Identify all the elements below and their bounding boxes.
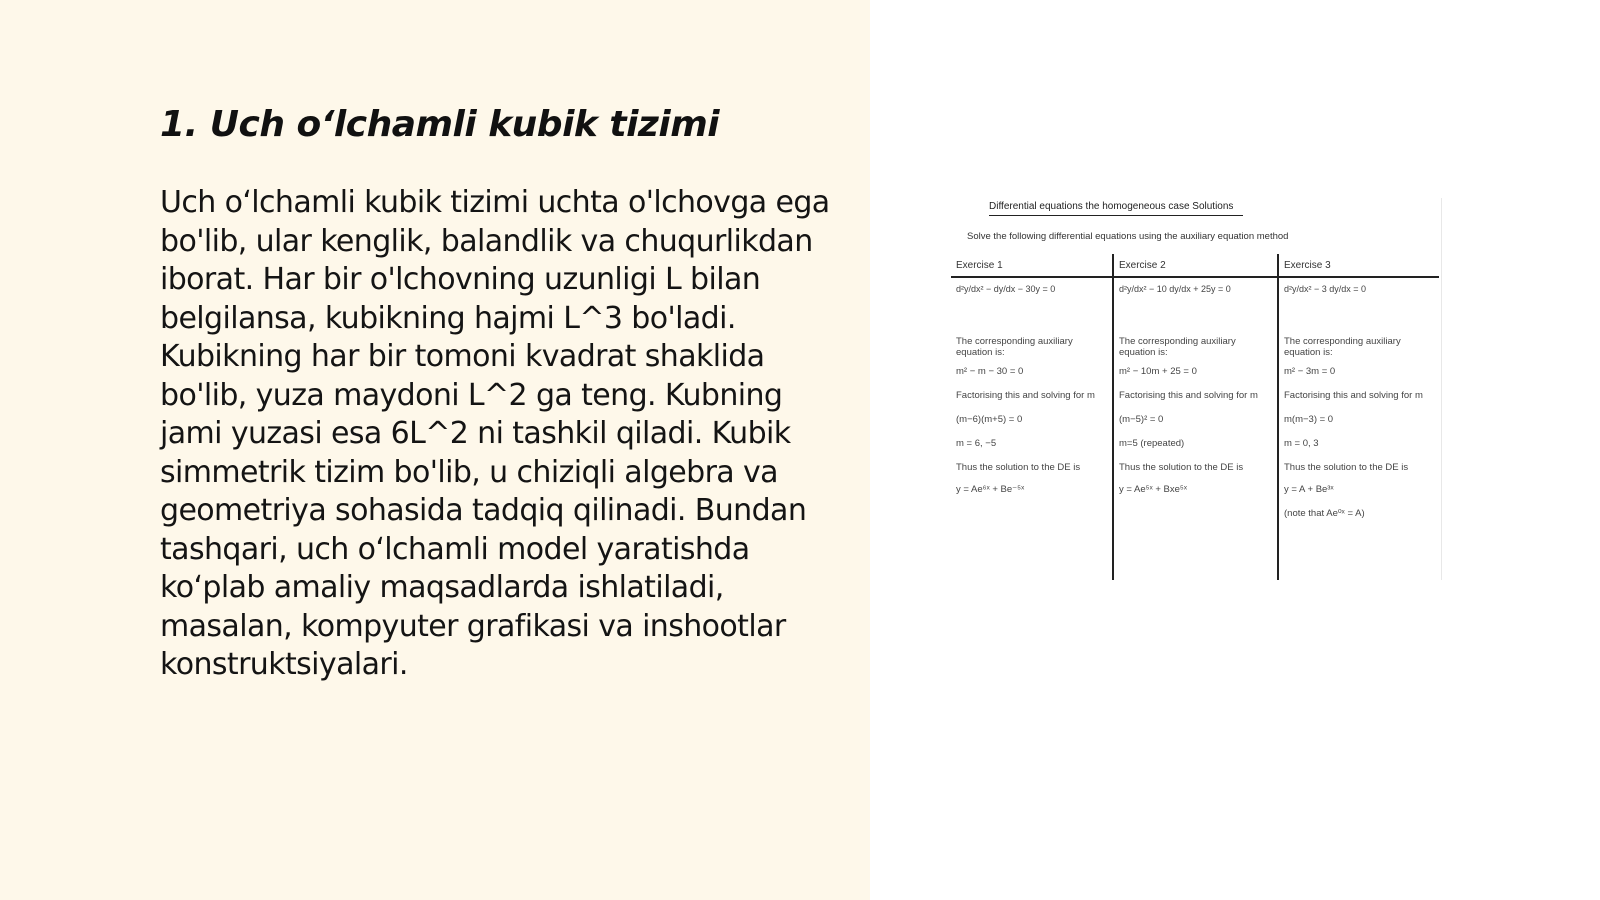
slide-title: 1. Uch o‘lchamli kubik tizimi bbox=[160, 104, 720, 145]
characteristic-equation: m² − m − 30 = 0 bbox=[956, 366, 1024, 377]
slide-body-text: Uch o‘lchamli kubik tizimi uchta o'lchovga ega bo'lib, ular kenglik, balandlik va chuqurlikdan iborat. Har bir o'lchovning uzunligi L bilan belgilansa, kubikning hajmi L^3 bo'ladi. Kubikning har bir tomoni kvadrat shaklida bo'lib, yuza maydoni L^2 ga teng. Kubning jami yuzasi esa 6L^2 ni tashkil qiladi. Kubik simmetrik tizim bo'lib, u chiziqli algebra va geometriya sohasida tadqiq qilinadi. Bundan tashqari, uch o‘lchamli model yaratishda ko‘plab amaliy maqsadlarda ishlatiladi, masalan, kompyuter grafikasi va inshootlar konstruktsiyalari. bbox=[160, 185, 830, 682]
exercise-header: Exercise 2 bbox=[1119, 260, 1166, 271]
aux-label: The corresponding auxiliary equation is: bbox=[1119, 336, 1236, 358]
column-divider bbox=[1277, 254, 1279, 580]
solution: y = A + Be³ˣ bbox=[1284, 484, 1334, 495]
roots: m = 6, −5 bbox=[956, 438, 997, 449]
exercise-equation: d²y/dx² − 10 dy/dx + 25y = 0 bbox=[1119, 284, 1231, 294]
exercise-1-column bbox=[953, 256, 1111, 580]
solution: y = Ae⁵ˣ + Bxe⁵ˣ bbox=[1119, 484, 1187, 495]
factored-form: (m−5)² = 0 bbox=[1119, 414, 1164, 425]
exercise-header: Exercise 1 bbox=[956, 260, 1003, 271]
characteristic-equation: m² − 10m + 25 = 0 bbox=[1119, 366, 1197, 377]
aux-label: The corresponding auxiliary equation is: bbox=[956, 336, 1073, 358]
exercise-equation: d²y/dx² − 3 dy/dx = 0 bbox=[1284, 284, 1367, 294]
roots: m = 0, 3 bbox=[1284, 438, 1319, 449]
solution-note: (note that Ae⁰ˣ = A) bbox=[1284, 508, 1365, 519]
solution-label: Thus the solution to the DE is bbox=[956, 462, 1081, 473]
exercise-3-column bbox=[1281, 256, 1441, 580]
solution-label: Thus the solution to the DE is bbox=[1284, 462, 1409, 473]
roots: m=5 (repeated) bbox=[1119, 438, 1185, 449]
figure-instruction: Solve the following differential equations using the auxiliary equation method bbox=[967, 231, 1289, 242]
column-divider bbox=[1112, 254, 1114, 580]
aux-label: The corresponding auxiliary equation is: bbox=[1284, 336, 1401, 358]
exercise-equation: d²y/dx² − dy/dx − 30y = 0 bbox=[956, 284, 1056, 294]
solution-label: Thus the solution to the DE is bbox=[1119, 462, 1244, 473]
exercise-2-column bbox=[1116, 256, 1276, 580]
factor-label: Factorising this and solving for m bbox=[1284, 390, 1423, 401]
exercise-header: Exercise 3 bbox=[1284, 260, 1331, 271]
factored-form: m(m−3) = 0 bbox=[1284, 414, 1334, 425]
solution: y = Ae⁶ˣ + Be⁻⁵ˣ bbox=[956, 484, 1025, 495]
factor-label: Factorising this and solving for m bbox=[956, 390, 1095, 401]
factored-form: (m−6)(m+5) = 0 bbox=[956, 414, 1023, 425]
differential-equations-image bbox=[949, 198, 1442, 580]
characteristic-equation: m² − 3m = 0 bbox=[1284, 366, 1336, 377]
factor-label: Factorising this and solving for m bbox=[1119, 390, 1258, 401]
figure-title: Differential equations the homogeneous case Solutions bbox=[989, 201, 1243, 216]
